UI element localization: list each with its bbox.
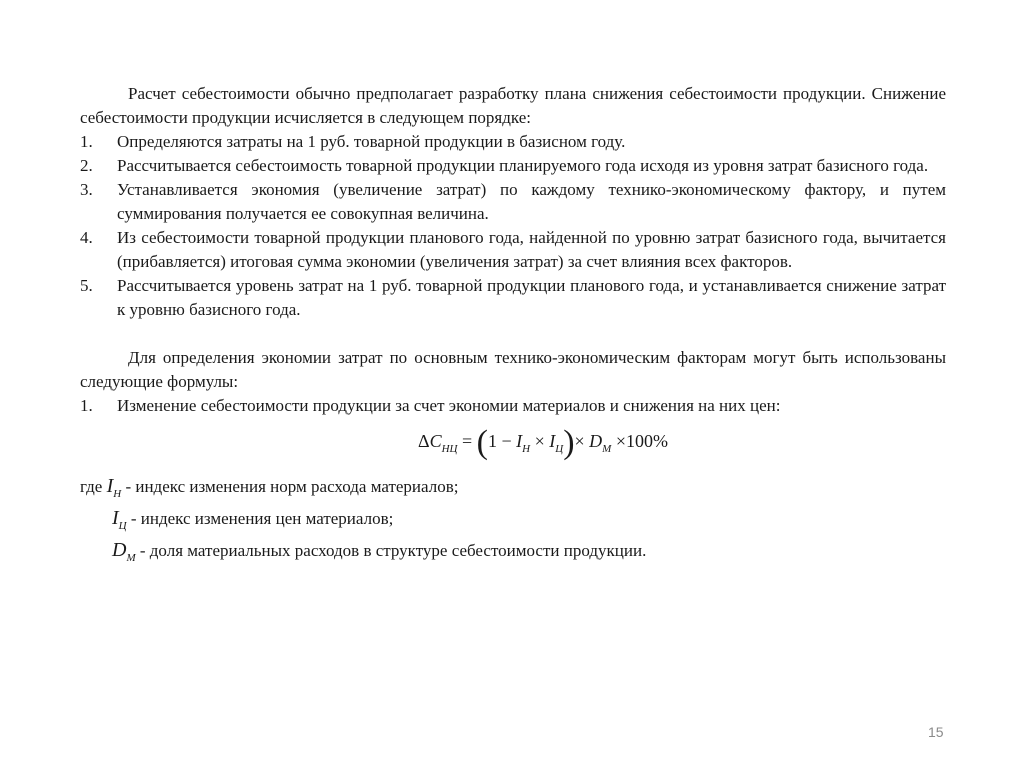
list-item xyxy=(80,226,946,274)
definition-in xyxy=(80,474,946,506)
list-number: 1. xyxy=(80,132,93,151)
cost-change-formula xyxy=(80,424,946,466)
spacer xyxy=(80,322,946,346)
formula-one: 1 xyxy=(487,431,497,451)
list-text: Из себестоимости товарной продукции планового года, найденной по уровню затрат базисного года, вычитается (прибавляется) итоговая сумма экономии (увеличения затрат) за счет влияния всех факторов. xyxy=(117,228,946,271)
formulas-intro-paragraph: Для определения экономии затрат по основным технико-экономическим факторам могут быть использованы следующие формулы: xyxy=(80,348,946,391)
steps-list xyxy=(80,130,946,322)
list-text: Устанавливается экономия (увеличение затрат) по каждому технико-экономическому фактору, и путем суммирования получается ее совокупная величина. xyxy=(117,180,946,223)
definition-dm xyxy=(80,538,946,570)
symbol-in: $I_Н$ xyxy=(106,475,122,500)
list-item xyxy=(80,130,946,154)
formula-times: × xyxy=(534,431,545,451)
slide-body xyxy=(80,82,946,570)
intro-paragraph: Расчет себестоимости обычно предполагает разработку плана снижения себестоимости продукции. Снижение себестоимости продукции исчисляется в следующем порядке: xyxy=(80,84,946,127)
list-item xyxy=(80,274,946,322)
formula-d: D xyxy=(589,431,603,451)
formula-delta: Δ xyxy=(418,431,430,451)
page-number: 15 xyxy=(928,724,944,740)
list-number: 1. xyxy=(80,396,93,415)
formula-d-sub: М xyxy=(602,443,612,455)
list-number: 5. xyxy=(80,276,93,295)
formula-c: C xyxy=(429,431,442,451)
definition-in-text: - индекс изменения норм расхода материалов; xyxy=(125,477,459,496)
list-number: 2. xyxy=(80,156,93,175)
list-text: Рассчитывается уровень затрат на 1 руб. товарной продукции планового года, и устанавливается снижение затрат к уровню базисного года. xyxy=(117,276,946,319)
definitions xyxy=(80,474,946,570)
formula-list-item xyxy=(80,394,946,418)
formula-times: × xyxy=(574,431,585,451)
formula-equals: = xyxy=(461,431,473,451)
formula-hundred-percent: 100% xyxy=(626,431,668,451)
definition-dm-text: - доля материальных расходов в структуре себестоимости продукции. xyxy=(139,541,647,560)
list-number: 4. xyxy=(80,228,93,247)
definitions-prefix: где xyxy=(80,477,103,496)
formula-i2-sub: Ц xyxy=(555,443,564,455)
formula-open-paren: ( xyxy=(476,424,488,461)
list-text: Изменение себестоимости продукции за счет экономии материалов и снижения на них цен: xyxy=(117,396,781,415)
list-text: Рассчитывается себестоимость товарной продукции планируемого года исходя из уровня затрат базисного года. xyxy=(117,156,929,175)
formula-i1: I xyxy=(516,431,523,451)
list-item xyxy=(80,178,946,226)
symbol-ic: $I_Ц$ xyxy=(112,507,127,532)
list-text: Определяются затраты на 1 руб. товарной продукции в базисном году. xyxy=(117,132,626,151)
symbol-dm: $D_М$ xyxy=(112,539,136,564)
definition-ic-text: - индекс изменения цен материалов; xyxy=(130,509,394,528)
formula-c-sub: НЦ xyxy=(441,443,458,455)
definition-ic xyxy=(80,506,946,538)
formula-minus: − xyxy=(501,431,512,451)
list-item xyxy=(80,154,946,178)
formula-i1-sub: Н xyxy=(522,443,531,455)
formula-times: × xyxy=(615,431,626,451)
formula-close-paren: ) xyxy=(563,424,575,461)
formula-i2: I xyxy=(549,431,556,451)
list-number: 3. xyxy=(80,180,93,199)
